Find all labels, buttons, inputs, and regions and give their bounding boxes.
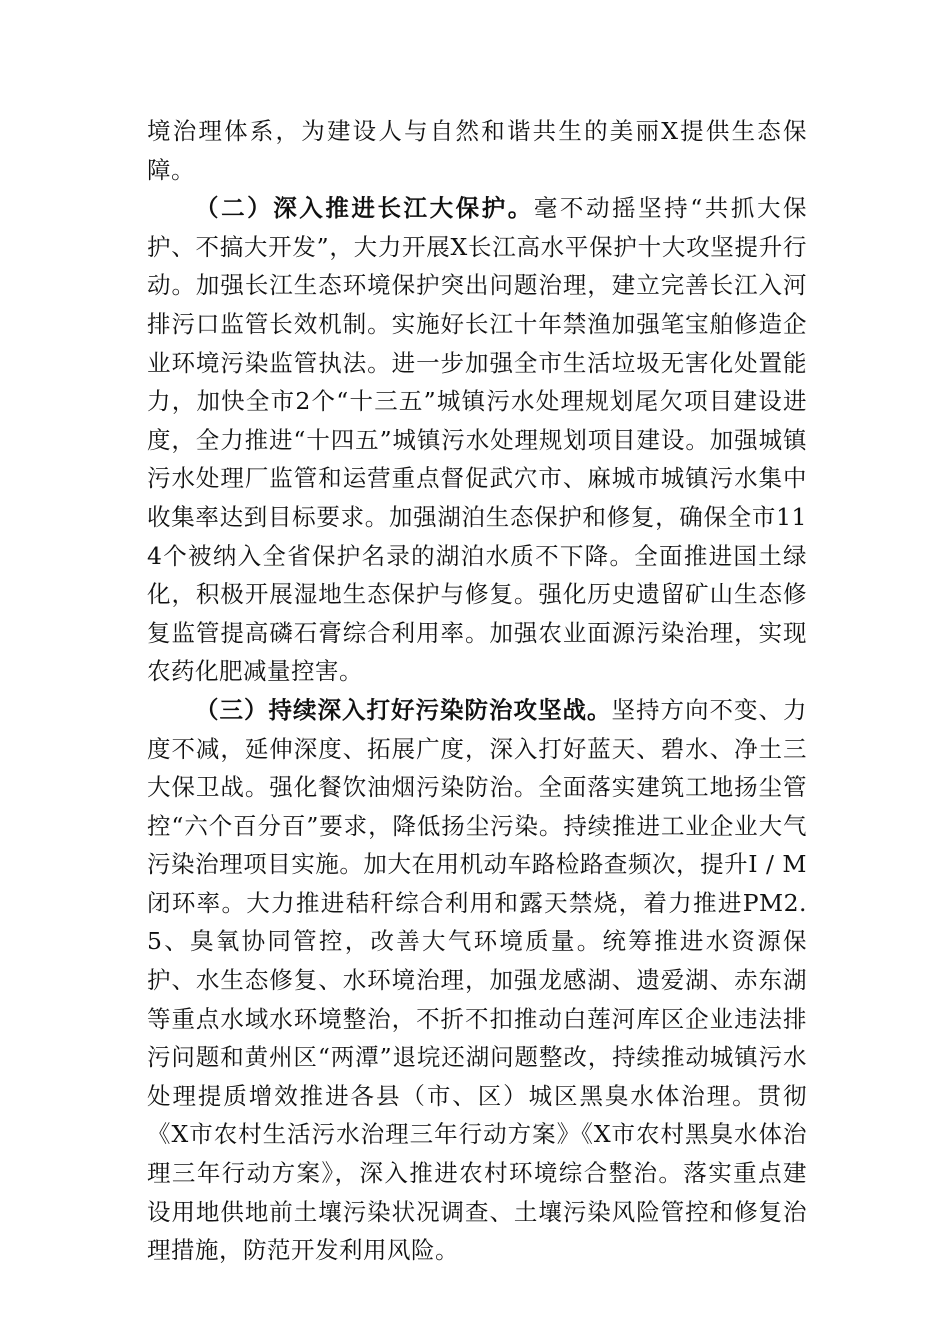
paragraph-body-text: 坚持方向不变、力度不减，延伸深度、拓展广度，深入打好蓝天、碧水、净土三大保卫战。强化餐饮油烟污染防治。全面落实建筑工地扬尘管控“六个百分百”要求，降低扬尘污染。持续推进工业企业大气污染治理项目实施。加大在用机动车路检路查频次，提升I / M闭环率。大力推进秸秆综合利用和露天禁烧，着力推进PM2.5、臭氧协同管控，改善大气环境质量。统筹推进水资源保护、水生态修复、水环境治理，加强龙感湖、遗爱湖、赤东湖等重点水域水环境整治，不折不扣推动白莲河库区企业违法排污问题和黄州区“两潭”退垸还湖问题整改，持续推动城镇污水处理提质增效推进各县（市、区）城区黑臭水体治理。贯彻《X市农村生活污水治理三年行动方案》《X市农村黑臭水体治理三年行动方案》，深入推进农村环境综合整治。落实重点建设用地供地前土壤污染状况调查、土壤污染风险管控和修复治理措施，防范开发利用风险。 xyxy=(147,695,807,1265)
paragraph-body-text: 毫不动摇坚持“共抓大保护、不搞大开发”，大力开展X长江高水平保护十大攻坚提升行动。加强长江生态环境保护突出问题治理，建立完善长江入河排污口监管长效机制。实施好长江十年禁渔加强笔宝舶修造企业环境污染监管执法。进一步加强全市生活垃圾无害化处置能力，加快全市2个“十三五”城镇污水处理规划尾欠项目建设进度，全力推进“十四五”城镇污水处理规划项目建设。加强城镇污水处理厂监管和运营重点督促武穴市、麻城市城镇污水集中收集率达到目标要求。加强湖泊生态保护和修复，确保全市114个被纳入全省保护名录的湖泊水质不下降。全面推进国土绿化，积极开展湿地生态保护与修复。强化历史遗留矿山生态修复监管提高磷石膏综合利用率。加强农业面源污染治理，实现农药化肥减量控害。 xyxy=(147,194,808,686)
paragraph-intro-continuation xyxy=(147,112,807,189)
section-heading-yangtze: （二）深入推进长江大保护。 xyxy=(195,194,534,223)
document-body xyxy=(147,112,807,1270)
paragraph-yangtze-protection xyxy=(147,189,807,691)
section-heading-pollution: （三）持续深入打好污染防治攻坚战。 xyxy=(195,695,612,724)
paragraph-pollution-prevention xyxy=(147,691,807,1270)
paragraph-body-text: 境治理体系，为建设人与自然和谐共生的美丽X提供生态保障。 xyxy=(147,117,807,184)
